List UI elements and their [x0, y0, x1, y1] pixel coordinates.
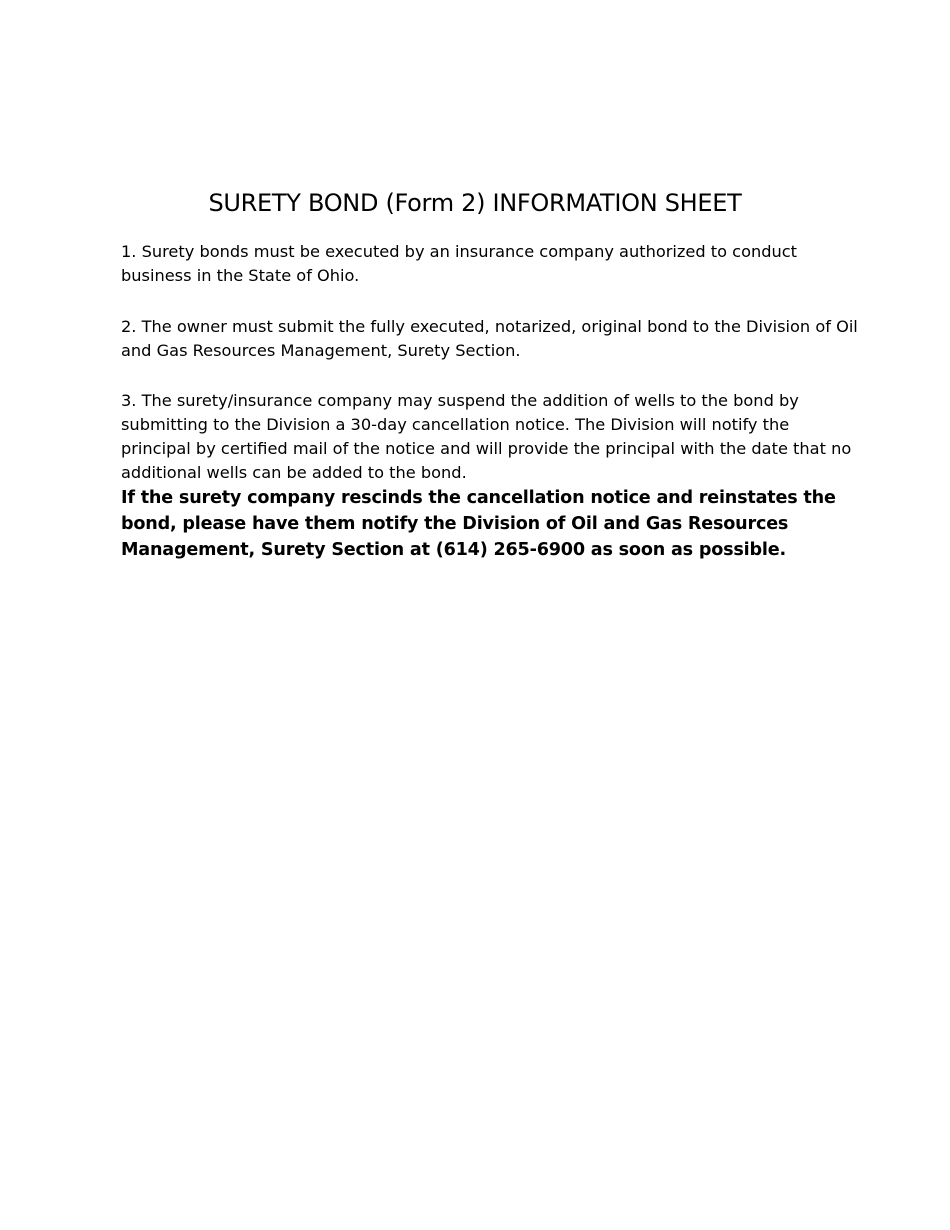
bold-notice: If the surety company rescinds the cancellation notice and reinstates the bond, please have them notify the Division of Oil and Gas Resources Management, Surety Section at (614) 265-6900 as soon as possible.	[121, 488, 836, 560]
info-item-1: 1. Surety bonds must be executed by an insurance company authorized to conduct business in the State of Ohio.	[121, 242, 798, 285]
info-item-2: 2. The owner must submit the fully executed, notarized, original bond to the Division of Oil and Gas Resources Management, Surety Section.	[121, 317, 858, 360]
info-item-3: 3. The surety/insurance company may suspend the addition of wells to the bond by submitting to the Division a 30-day cancellation notice. The Division will notify the principal by certified mail of the notice and will provide the principal with the date that no additional wells can be added to the bond.	[121, 391, 852, 482]
page-title: SURETY BOND (Form 2) INFORMATION SHEET	[208, 189, 742, 217]
